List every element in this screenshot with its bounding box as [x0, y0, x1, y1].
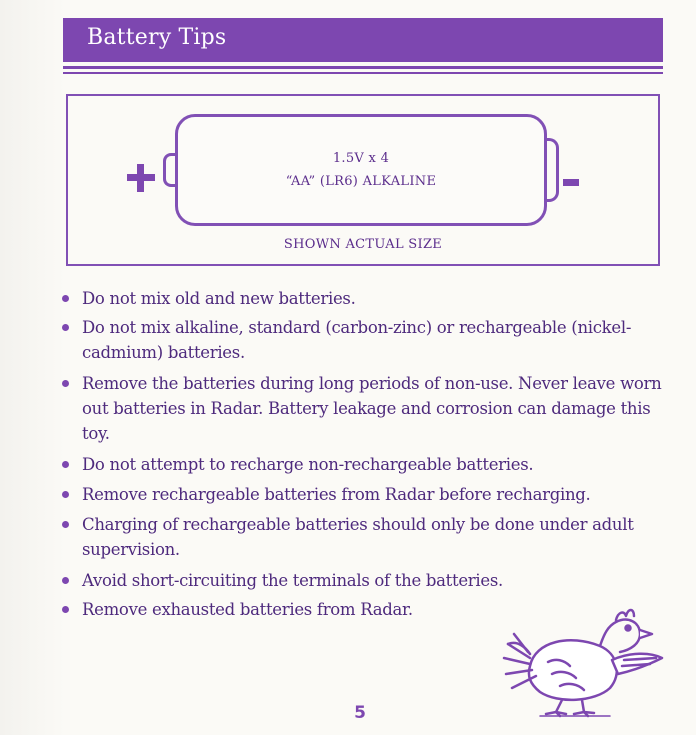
- bullet-icon: [62, 606, 69, 613]
- battery-voltage-label: 1.5V x 4: [332, 151, 390, 166]
- list-item: [62, 286, 672, 311]
- bullet-icon: [62, 380, 69, 387]
- page-title: Battery Tips: [87, 25, 227, 50]
- header-rule-thin: [63, 72, 663, 74]
- tip-text: Remove exhausted batteries from Radar.: [82, 600, 413, 619]
- list-item: [62, 482, 672, 507]
- chicken-mascot-icon: [500, 596, 670, 718]
- section-header: [63, 18, 663, 62]
- list-item: [62, 568, 672, 593]
- bullet-icon: [62, 461, 69, 468]
- list-item: [62, 512, 672, 562]
- tip-text: Do not mix old and new batteries.: [82, 289, 356, 308]
- list-item: [62, 315, 672, 365]
- plus-icon: [127, 164, 155, 192]
- binding-strip: [0, 0, 66, 735]
- bullet-icon: [62, 295, 69, 302]
- header-rule-thick: [63, 66, 663, 69]
- tip-text: Charging of rechargeable batteries should only be done under adult supervision.: [82, 515, 634, 559]
- tip-text: Remove the batteries during long periods of non-use. Never leave worn out batteries in Radar. Battery leakage and corrosion can damage this toy.: [82, 374, 662, 443]
- battery-outline: [175, 114, 547, 226]
- battery-type-label: “AA” (LR6) ALKALINE: [285, 174, 437, 189]
- tip-text: Avoid short-circuiting the terminals of the batteries.: [82, 571, 503, 590]
- page-number: 5: [354, 703, 366, 723]
- bullet-icon: [62, 324, 69, 331]
- tip-text: Do not attempt to recharge non-rechargeable batteries.: [82, 455, 534, 474]
- tip-text: Do not mix alkaline, standard (carbon-zinc) or rechargeable (nickel-cadmium) batteries.: [82, 318, 632, 362]
- bullet-icon: [62, 577, 69, 584]
- list-item: [62, 452, 672, 477]
- list-item: [62, 371, 672, 446]
- bullet-icon: [62, 491, 69, 498]
- actual-size-note: SHOWN ACTUAL SIZE: [283, 237, 443, 252]
- battery-right-cap: [545, 138, 559, 202]
- tip-text: Remove rechargeable batteries from Radar before recharging.: [82, 485, 591, 504]
- minus-icon: [563, 179, 579, 186]
- bullet-icon: [62, 521, 69, 528]
